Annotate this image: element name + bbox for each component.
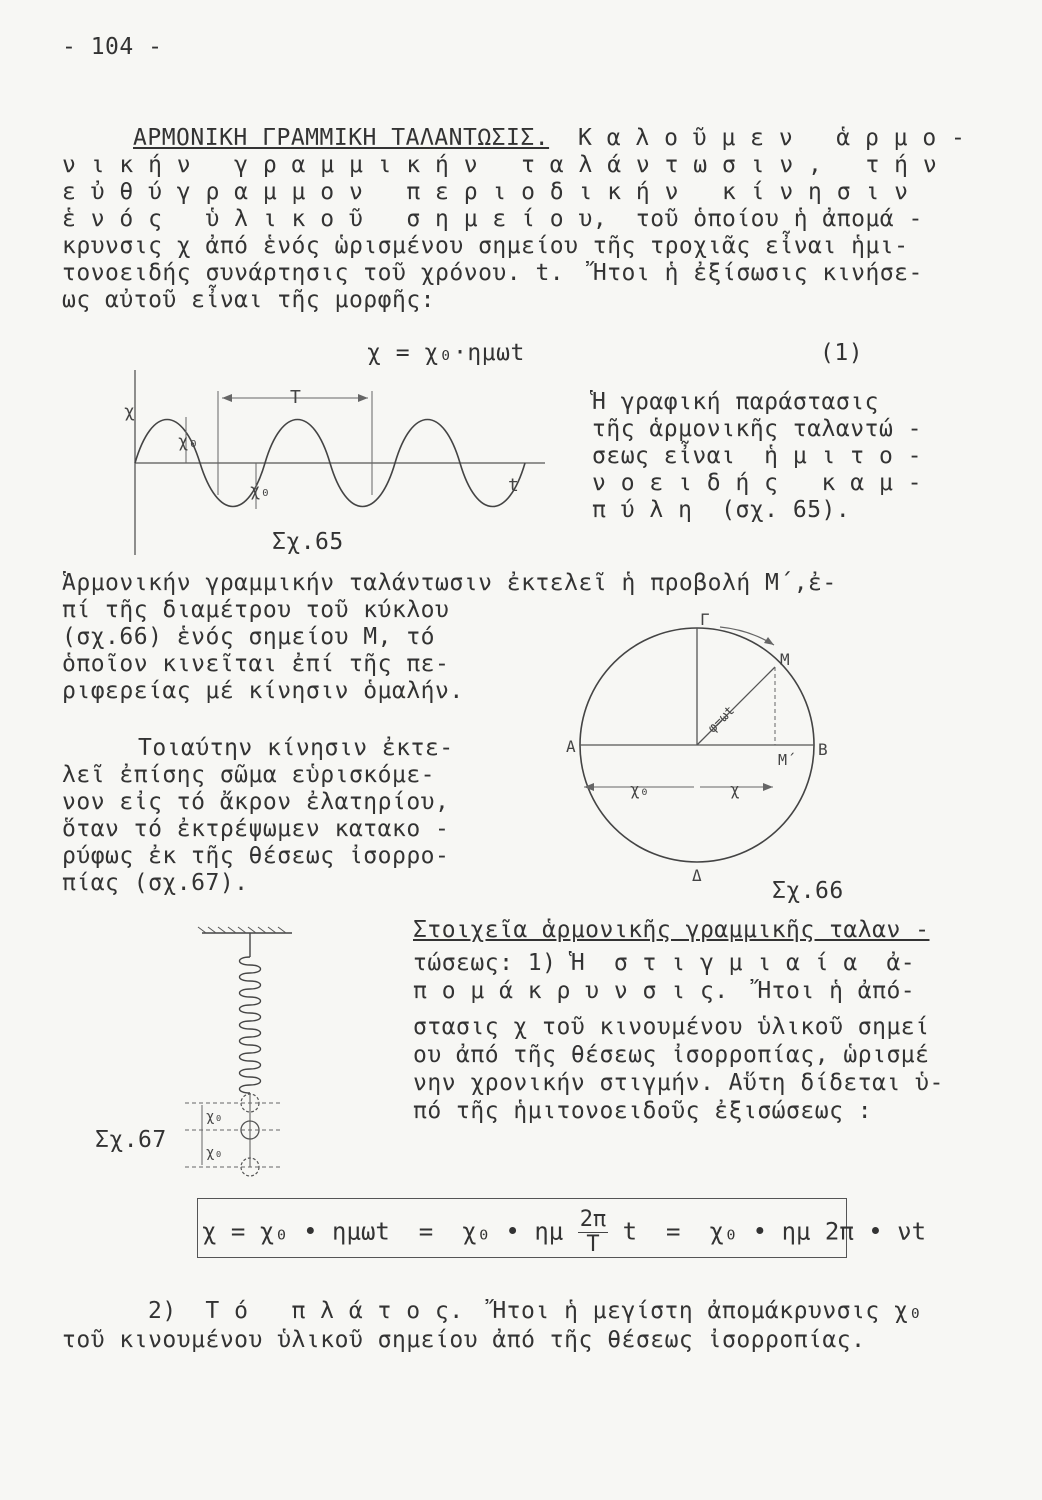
label-M-prime: Μ΄: [778, 751, 797, 769]
figure-66-circle: [560, 605, 850, 890]
elements-line-3: στασις χ τοῦ κινουμένου ὑλικοῦ σημεί: [413, 1014, 930, 1040]
label-period-T: T: [290, 387, 301, 408]
spring-line-4: ὅταν τό ἐκτρέψωμεν κατακο -: [62, 816, 450, 842]
intro-line-1: Κ α λ ο ῦ μ ε ν ἁ ρ μ ο -: [578, 125, 966, 151]
spring-line-6: πίας (σχ.67).: [62, 870, 249, 896]
ceiling-hatch: [198, 927, 286, 933]
label-x: χ: [124, 401, 135, 422]
intro-line-5: κρυνσις χ ἀπό ἑνός ὡρισμένου σημείου τῆς τροχιᾶς εἶναι ἡμι-: [62, 233, 909, 259]
intro-line-3: ε ὐ θ ύ γ ρ α μ μ ο ν π ε ρ ι ο δ ι κ ή ν κ ί ν η σ ι ν: [62, 179, 909, 205]
figure-66-caption: Σχ.66: [772, 878, 844, 904]
amplitude-line-1: 2) Τ ό π λ ά τ ο ς. Ἤτοι ἡ μεγίστη ἀπομάκρυνσις χ₀: [148, 1298, 923, 1324]
spring-line-2: λεῖ ἐπίσης σῶμα εὑρισκόμε-: [62, 762, 436, 788]
figure-65-caption: Σχ.65: [272, 529, 344, 555]
formula-part-1: χ = χ₀ • ημωt = χ₀ • ημ: [202, 1217, 578, 1246]
boxed-formula: [202, 1208, 926, 1257]
intro-line-7: ως αὐτοῦ εἶναι τῆς μορφῆς:: [62, 287, 436, 313]
label-t: t: [508, 475, 519, 496]
projection-line-3: (σχ.66) ἑνός σημείου Μ, τό: [62, 624, 436, 650]
fraction-numerator: 2π: [579, 1207, 607, 1232]
elements-line-4: ου ἀπό τῆς θέσεως ἰσορροπίας, ὡρισμέ: [413, 1042, 930, 1068]
intro-line-4: ἑ ν ό ς ὑ λ ι κ ο ῦ σ η μ ε ί ο υ, τοῦ ὁποίου ἡ ἀπομά -: [62, 206, 923, 232]
label-x0: χ₀: [630, 780, 650, 799]
spring-line-1: Τοιαύτην κίνησιν ἐκτε-: [138, 735, 454, 761]
arrow-left-icon: [222, 394, 232, 402]
formula-fraction: [578, 1208, 609, 1257]
label-x0-2: χ₀: [206, 1145, 223, 1161]
arrow-right-icon: [358, 394, 368, 402]
page-number: - 104 -: [62, 34, 163, 60]
equation-1: χ = χ₀·ημωt: [367, 340, 525, 366]
label-D: Δ: [692, 866, 702, 885]
intro-line-2: ν ι κ ή ν γ ρ α μ μ ι κ ή ν τ α λ ά ν τ ω σ ι ν , τ ή ν: [62, 152, 938, 178]
figure-67-caption: Σχ.67: [95, 1127, 167, 1153]
equation-1-number: (1): [820, 340, 864, 366]
label-x0-top: χ₀: [178, 432, 199, 452]
section-heading: ΑΡΜΟΝΙΚΗ ΓΡΑΜΜΙΚΗ ΤΑΛΑΝΤΩΣΙΣ.: [133, 125, 550, 151]
label-M: Μ: [780, 650, 790, 669]
spring-line-5: ρύφως ἐκ τῆς θέσεως ἰσορρο-: [62, 843, 450, 869]
spring-line-3: νον εἰς τό ἄκρον ἐλατηρίου,: [62, 789, 450, 815]
fig65-desc-line-3: σεως εἶναι ἡ μ ι τ ο -: [592, 443, 922, 469]
projection-line-4: ὁποῖον κινεῖται ἐπί τῆς πε-: [62, 651, 450, 677]
fig65-desc-line-5: π ύ λ η (σχ. 65).: [592, 497, 851, 523]
spring-coil: [240, 957, 261, 1093]
projection-line-5: ριφερείας μέ κίνησιν ὁμαλήν.: [62, 678, 464, 704]
amplitude-line-2: τοῦ κινουμένου ὑλικοῦ σημείου ἀπό τῆς θέσεως ἰσορροπίας.: [62, 1327, 866, 1353]
radius-OM: [697, 667, 775, 745]
fig65-desc-line-2: τῆς ἁρμονικῆς ταλαντώ -: [592, 416, 922, 442]
projection-line-2: πί τῆς διαμέτρου τοῦ κύκλου: [62, 597, 450, 623]
elements-heading: Στοιχεῖα ἁρμονικῆς γραμμικῆς ταλαν -: [413, 917, 930, 943]
elements-line-6: πό τῆς ἡμιτονοειδοῦς ἐξισώσεως :: [413, 1098, 873, 1124]
label-x0-1: χ₀: [206, 1109, 223, 1125]
elements-line-5: νην χρονικήν στιγμήν. Αὕτη δίδεται ὑ-: [413, 1070, 944, 1096]
label-x0-bottom: χ₀: [250, 481, 271, 501]
formula-part-2: t = χ₀ • ημ 2π • νt: [608, 1217, 927, 1246]
label-x: χ: [730, 780, 740, 799]
figure-67-spring: [180, 925, 310, 1190]
projection-line-1: Ἁρμονικήν γραμμικήν ταλάντωσιν ἐκτελεῖ ἡ προβολή Μ΄,ἐ-: [62, 570, 837, 596]
elements-line-1: τώσεως: 1) Ἡ σ τ ι γ μ ι α ί α ἀ-: [413, 950, 916, 976]
fig65-desc-line-1: Ἡ γραφική παράστασις: [592, 389, 879, 415]
elements-line-2: π ο μ ά κ ρ υ ν σ ι ς. Ἤτοι ἡ ἀπό-: [413, 978, 916, 1004]
fig65-desc-line-4: ν ο ε ι δ ή ς κ α μ -: [592, 470, 922, 496]
arrow-right-icon: [763, 783, 773, 791]
rotation-arrow-head-icon: [764, 637, 774, 645]
intro-line-6: τονοειδής συνάρτησις τοῦ χρόνου. t. Ἤτοι ἡ ἐξίσωσις κινήσε-: [62, 260, 923, 286]
label-G: Γ: [700, 610, 710, 629]
label-B: Β: [818, 740, 828, 759]
label-A: Α: [566, 737, 576, 756]
fraction-denominator: T: [586, 1232, 600, 1257]
label-angle: φ=ωt: [705, 703, 738, 737]
